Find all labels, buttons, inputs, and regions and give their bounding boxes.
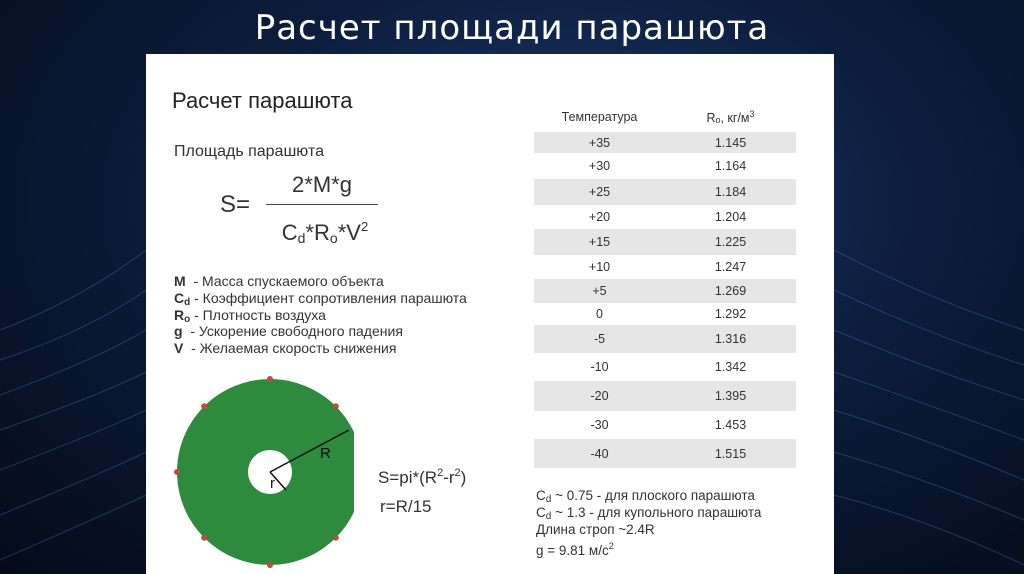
suspension-dot	[267, 376, 273, 382]
section-heading: Расчет парашюта	[172, 88, 353, 113]
table-row	[534, 325, 796, 353]
note2-text: ~ 1.3 - для купольного парашюта	[551, 505, 762, 520]
den-c: C	[281, 220, 298, 245]
legend-row	[174, 273, 467, 290]
area-formula-b: -r	[443, 468, 455, 487]
formula-denominator	[260, 219, 390, 246]
legend-row	[174, 307, 467, 324]
table-row	[534, 411, 796, 439]
cell-temperature: +35	[588, 135, 611, 150]
table-row	[534, 229, 796, 255]
note2-sub: d	[545, 511, 552, 522]
legend-symbol-sub: o	[184, 313, 191, 325]
note-dome	[536, 504, 761, 521]
header-rho-unit: , кг/м	[720, 111, 750, 125]
radius-formula: r=R/15	[380, 497, 432, 516]
area-sup2: 2	[454, 467, 461, 479]
legend-symbol	[174, 340, 183, 356]
legend-symbol-main: V	[174, 340, 184, 357]
table-header-row	[534, 102, 796, 132]
cell-temperature: -30	[590, 418, 609, 432]
cell-density: 1.453	[714, 418, 747, 432]
cell-temperature: -40	[590, 446, 609, 461]
legend-row	[174, 290, 467, 307]
legend-symbol	[174, 290, 190, 306]
cell-density: 1.342	[714, 360, 747, 374]
legend-description: - Плотность воздуха	[190, 306, 326, 323]
cell-temperature: +20	[588, 210, 611, 224]
cell-density: 1.292	[714, 307, 747, 321]
note-gravity	[536, 538, 761, 558]
note1-sub: d	[545, 494, 552, 505]
formula-subheading: Площадь парашюта	[174, 143, 324, 160]
header-temperature: Температура	[561, 110, 638, 124]
header-rho: R	[706, 111, 716, 125]
cell-density: 1.145	[714, 135, 747, 150]
suspension-dot	[333, 403, 339, 409]
note1-c: C	[536, 488, 546, 503]
suspension-dot	[267, 562, 273, 568]
cell-density: 1.316	[714, 332, 747, 346]
cell-temperature: 0	[596, 307, 603, 321]
area-formula-a: S=pi*(R	[378, 468, 438, 487]
inner-radius-label: r	[270, 475, 275, 492]
table-row	[534, 179, 796, 205]
legend-description: - Коэффициент сопротивления парашюта	[190, 289, 467, 306]
table-body	[534, 132, 796, 468]
suspension-dot	[201, 403, 207, 409]
note-flat	[536, 487, 761, 504]
legend-symbol	[174, 307, 190, 323]
formula-numerator: 2*M*g	[292, 172, 352, 197]
content-panel	[146, 54, 834, 574]
legend-symbol-main: C	[174, 289, 185, 306]
formula-lhs: S=	[220, 191, 251, 218]
cell-density: 1.184	[714, 185, 747, 199]
area-formula	[378, 467, 466, 488]
fraction-line	[266, 204, 378, 205]
cell-temperature: -5	[593, 332, 606, 346]
table-row	[534, 279, 796, 303]
cell-density: 1.225	[714, 235, 747, 249]
legend-description: - Ускорение свободного падения	[182, 323, 403, 340]
note-lines: Длина строп ~2.4R	[536, 522, 655, 537]
legend-row	[174, 340, 467, 357]
table-row	[534, 153, 796, 179]
cell-temperature: +15	[588, 235, 611, 249]
cell-density: 1.247	[714, 260, 747, 274]
table-row	[534, 353, 796, 381]
legend-symbol	[174, 273, 186, 289]
note1-text: ~ 0.75 - для плоского парашюта	[551, 488, 755, 503]
note2-c: C	[536, 505, 546, 520]
cell-density: 1.269	[714, 284, 747, 298]
table-row	[534, 255, 796, 279]
cell-density: 1.395	[714, 389, 747, 403]
table-row	[534, 132, 796, 153]
parachute-diagram	[174, 372, 354, 568]
cell-temperature: -20	[590, 389, 609, 403]
suspension-dot	[333, 535, 339, 541]
cell-density: 1.204	[714, 210, 747, 224]
den-mid2: *V	[337, 220, 361, 245]
legend-description: - Желаемая скорость снижения	[183, 340, 397, 357]
slide-title: Расчет площади парашюта	[254, 8, 770, 48]
legend-symbol-main: R	[174, 306, 185, 323]
cell-density: 1.164	[714, 159, 747, 173]
area-formula-c: )	[460, 468, 467, 487]
legend-symbol-sub: d	[184, 296, 191, 308]
coefficient-notes	[536, 487, 762, 558]
cell-density: 1.515	[714, 446, 747, 461]
den-r-sub: o	[329, 230, 338, 246]
outer-radius-label: R	[320, 445, 331, 462]
table-row	[534, 439, 796, 468]
legend-symbol-main: M	[174, 273, 186, 289]
legend-description: - Масса спускаемого объекта	[185, 273, 384, 289]
note4-text: g = 9.81 м/с	[536, 543, 609, 558]
area-sup1: 2	[437, 467, 444, 479]
variable-legend	[174, 273, 467, 357]
legend-row	[174, 323, 467, 340]
legend-symbol	[174, 323, 183, 339]
suspension-dot	[174, 469, 180, 475]
den-c-sub: d	[297, 230, 306, 246]
header-rho-sub: o	[715, 115, 721, 125]
table-row	[534, 381, 796, 411]
note4-sup: 2	[608, 541, 614, 551]
den-mid1: *R	[305, 220, 330, 245]
table-row	[534, 205, 796, 229]
cell-temperature: +30	[588, 159, 611, 173]
header-rho-sup: 3	[749, 109, 755, 119]
cell-temperature: -10	[590, 360, 609, 374]
den-sup: 2	[360, 219, 369, 234]
suspension-dot	[201, 535, 207, 541]
header-density	[665, 109, 796, 125]
cell-temperature: +25	[588, 185, 611, 199]
legend-symbol-main: g	[174, 323, 183, 340]
cell-temperature: +10	[588, 260, 611, 274]
density-table	[534, 102, 796, 468]
table-row	[534, 303, 796, 325]
cell-temperature: +5	[592, 284, 607, 298]
